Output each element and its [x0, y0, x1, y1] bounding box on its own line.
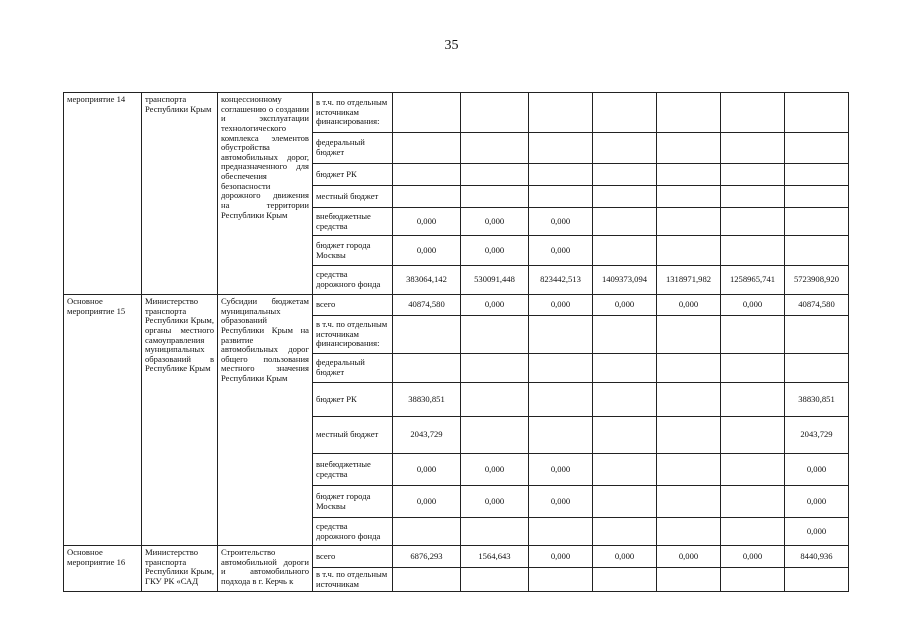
activity-name-cell: мероприятие 14 — [64, 93, 142, 295]
funding-source-cell: федеральный бюджет — [313, 354, 393, 383]
value-cell — [461, 383, 529, 417]
funding-source-cell: внебюджетные средства — [313, 454, 393, 486]
value-cell — [461, 93, 529, 133]
value-cell: 2043,729 — [785, 417, 849, 454]
value-cell — [721, 354, 785, 383]
value-cell — [593, 354, 657, 383]
value-cell — [529, 164, 593, 186]
executor-cell: транспорта Республики Крым — [142, 93, 218, 295]
funding-source-cell: федеральный бюджет — [313, 133, 393, 164]
value-cell — [593, 236, 657, 266]
table-row — [64, 546, 849, 568]
value-cell — [393, 518, 461, 546]
value-cell — [461, 417, 529, 454]
value-cell: 38830,851 — [785, 383, 849, 417]
value-cell: 0,000 — [529, 208, 593, 236]
value-cell — [593, 164, 657, 186]
value-cell: 0,000 — [529, 486, 593, 518]
value-cell — [721, 186, 785, 208]
value-cell — [461, 518, 529, 546]
value-cell: 5723908,920 — [785, 266, 849, 295]
value-cell: 0,000 — [657, 295, 721, 316]
value-cell — [529, 316, 593, 354]
executor-cell: Министерство транспорта Республики Крым, ГКУ РК «САД — [142, 546, 218, 592]
value-cell: 530091,448 — [461, 266, 529, 295]
value-cell — [529, 417, 593, 454]
table-row — [64, 295, 849, 316]
value-cell: 0,000 — [393, 454, 461, 486]
value-cell: 0,000 — [461, 236, 529, 266]
value-cell: 0,000 — [721, 546, 785, 568]
page-number: 35 — [444, 38, 459, 53]
value-cell — [657, 518, 721, 546]
value-cell: 2043,729 — [393, 417, 461, 454]
budget-table — [63, 92, 849, 592]
funding-source-cell: всего — [313, 546, 393, 568]
activity-name-cell: Основное мероприятие 15 — [64, 295, 142, 546]
value-cell — [593, 568, 657, 592]
value-cell: 0,000 — [785, 454, 849, 486]
value-cell — [721, 164, 785, 186]
value-cell: 0,000 — [721, 295, 785, 316]
value-cell: 0,000 — [461, 486, 529, 518]
value-cell — [529, 93, 593, 133]
value-cell — [593, 383, 657, 417]
value-cell — [657, 236, 721, 266]
value-cell — [785, 93, 849, 133]
value-cell — [393, 354, 461, 383]
value-cell: 0,000 — [529, 454, 593, 486]
funding-source-cell: бюджет РК — [313, 164, 393, 186]
value-cell — [393, 186, 461, 208]
funding-source-cell: бюджет РК — [313, 383, 393, 417]
value-cell — [657, 93, 721, 133]
value-cell: 0,000 — [785, 486, 849, 518]
value-cell — [461, 186, 529, 208]
value-cell: 0,000 — [461, 208, 529, 236]
value-cell — [721, 518, 785, 546]
executor-cell: Министерство транспорта Республики Крым, органы местного самоуправления муниципальных образований в Республике Крым — [142, 295, 218, 546]
value-cell — [593, 486, 657, 518]
value-cell — [593, 454, 657, 486]
description-cell: Строительство автомобильной дороги и автомобильного подхода в г. Керчь к — [218, 546, 313, 592]
value-cell — [721, 454, 785, 486]
funding-source-cell: всего — [313, 295, 393, 316]
value-cell — [721, 486, 785, 518]
funding-source-cell: средства дорожного фонда — [313, 518, 393, 546]
value-cell: 0,000 — [785, 518, 849, 546]
value-cell — [721, 133, 785, 164]
value-cell: 0,000 — [461, 454, 529, 486]
value-cell — [785, 164, 849, 186]
value-cell: 40874,580 — [393, 295, 461, 316]
value-cell: 0,000 — [593, 295, 657, 316]
table-row — [64, 93, 849, 133]
value-cell — [593, 518, 657, 546]
value-cell: 823442,513 — [529, 266, 593, 295]
value-cell — [393, 316, 461, 354]
value-cell: 1409373,094 — [593, 266, 657, 295]
value-cell: 0,000 — [529, 295, 593, 316]
value-cell — [785, 186, 849, 208]
value-cell — [785, 236, 849, 266]
value-cell — [529, 133, 593, 164]
value-cell — [461, 568, 529, 592]
value-cell: 0,000 — [529, 236, 593, 266]
value-cell — [657, 354, 721, 383]
value-cell — [657, 568, 721, 592]
budget-table-wrapper — [63, 92, 849, 592]
activity-name-cell: Основное мероприятие 16 — [64, 546, 142, 592]
description-cell: Субсидии бюджетам муниципальных образований Республики Крым на развитие автомобильных дорог общего пользования местного значения Республики Крым — [218, 295, 313, 546]
value-cell: 0,000 — [529, 546, 593, 568]
value-cell — [529, 186, 593, 208]
value-cell: 383064,142 — [393, 266, 461, 295]
value-cell — [721, 316, 785, 354]
value-cell — [785, 316, 849, 354]
value-cell: 40874,580 — [785, 295, 849, 316]
value-cell: 0,000 — [393, 236, 461, 266]
value-cell — [461, 316, 529, 354]
value-cell: 0,000 — [593, 546, 657, 568]
value-cell: 1258965,741 — [721, 266, 785, 295]
funding-source-cell: бюджет города Москвы — [313, 486, 393, 518]
value-cell — [393, 568, 461, 592]
value-cell — [393, 164, 461, 186]
value-cell: 6876,293 — [393, 546, 461, 568]
funding-source-cell: в т.ч. по отдельным источникам финансирования: — [313, 316, 393, 354]
value-cell — [721, 236, 785, 266]
value-cell — [657, 454, 721, 486]
value-cell — [721, 383, 785, 417]
value-cell — [529, 518, 593, 546]
value-cell — [657, 133, 721, 164]
value-cell — [593, 133, 657, 164]
value-cell — [721, 568, 785, 592]
value-cell — [593, 316, 657, 354]
funding-source-cell: бюджет города Москвы — [313, 236, 393, 266]
value-cell: 0,000 — [393, 208, 461, 236]
value-cell — [593, 208, 657, 236]
value-cell — [721, 208, 785, 236]
value-cell — [785, 354, 849, 383]
value-cell — [529, 354, 593, 383]
value-cell: 1318971,982 — [657, 266, 721, 295]
funding-source-cell: местный бюджет — [313, 417, 393, 454]
value-cell — [529, 383, 593, 417]
value-cell: 0,000 — [657, 546, 721, 568]
value-cell — [529, 568, 593, 592]
value-cell — [785, 208, 849, 236]
value-cell: 0,000 — [393, 486, 461, 518]
value-cell — [393, 93, 461, 133]
value-cell — [785, 133, 849, 164]
value-cell — [461, 133, 529, 164]
funding-source-cell: в т.ч. по отдельным источникам финансирования: — [313, 93, 393, 133]
description-cell: концессионному соглашению о создании и эксплуатации технологического комплекса элементов обустройства автомобильных дорог, предназначенного для обеспечения безопасности дорожного движения на территории Республики Крым — [218, 93, 313, 295]
value-cell — [657, 164, 721, 186]
value-cell — [593, 93, 657, 133]
value-cell — [657, 486, 721, 518]
funding-source-cell: внебюджетные средства — [313, 208, 393, 236]
value-cell — [721, 417, 785, 454]
value-cell — [721, 93, 785, 133]
value-cell: 0,000 — [461, 295, 529, 316]
funding-source-cell: средства дорожного фонда — [313, 266, 393, 295]
value-cell — [593, 186, 657, 208]
value-cell — [657, 417, 721, 454]
funding-source-cell: местный бюджет — [313, 186, 393, 208]
funding-source-cell: в т.ч. по отдельным источникам — [313, 568, 393, 592]
value-cell — [393, 133, 461, 164]
value-cell — [461, 354, 529, 383]
value-cell — [657, 186, 721, 208]
value-cell — [657, 316, 721, 354]
value-cell — [657, 208, 721, 236]
value-cell — [593, 417, 657, 454]
value-cell: 38830,851 — [393, 383, 461, 417]
value-cell: 8440,936 — [785, 546, 849, 568]
value-cell — [657, 383, 721, 417]
value-cell — [785, 568, 849, 592]
value-cell: 1564,643 — [461, 546, 529, 568]
value-cell — [461, 164, 529, 186]
